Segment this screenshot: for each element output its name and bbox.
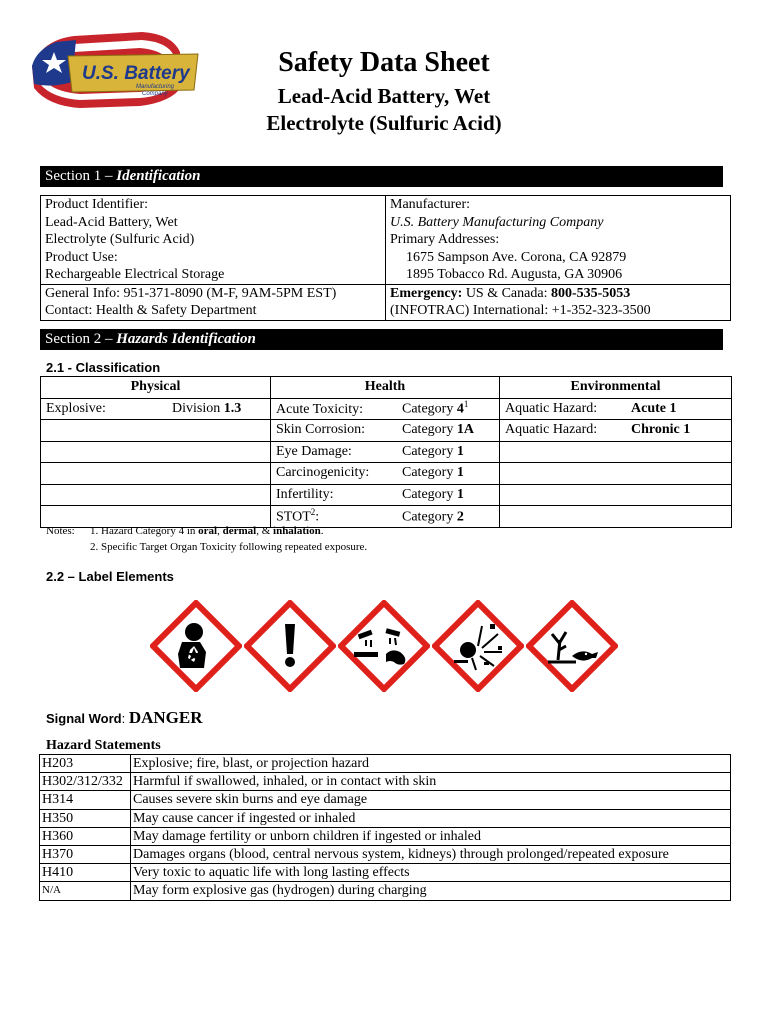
hazard-text: Damages organs (blood, central nervous system, kidneys) through prolonged/repeated exposure [131, 845, 731, 863]
health-row [271, 506, 500, 528]
health-value: 2 [456, 509, 464, 525]
table-row [40, 864, 731, 882]
international-number: (INFOTRAC) International: +1-352-323-3500 [390, 303, 651, 318]
logo-text: U.S. Battery [82, 63, 190, 84]
hazard-code: H302/312/332 [40, 773, 131, 791]
note-1-end: . [320, 525, 324, 537]
health-row [271, 420, 500, 442]
document-subtitle-1: Lead-Acid Battery, Wet [277, 84, 491, 108]
hazard-text: Explosive; fire, blast, or projection hazard [131, 755, 731, 773]
hazard-text: Harmful if swallowed, inhaled, or in contact with skin [131, 773, 731, 791]
physical-row [41, 463, 271, 485]
product-name-line-2: Electrolyte (Sulfuric Acid) [45, 232, 195, 247]
note-1-sep: , [217, 525, 223, 537]
environmental-row [500, 420, 732, 442]
health-pre: Category [402, 422, 457, 438]
hazard-code: N/A [40, 882, 131, 900]
general-info: General Info: 951-371-8090 (M-F, 9AM-5PM EST) [45, 285, 337, 301]
hazard-text: Causes severe skin burns and eye damage [131, 791, 731, 809]
emergency-label: Emergency: [390, 285, 463, 301]
hazard-statements-table [39, 754, 731, 901]
health-hazard-icon [150, 600, 242, 692]
hazard-text: May damage fertility or unborn children if ingested or inhaled [131, 827, 731, 845]
physical-row [41, 398, 271, 420]
env-value: Chronic 1 [631, 422, 691, 438]
manufacturer-label: Manufacturer: [390, 197, 471, 212]
environmental-row [500, 463, 732, 485]
product-use-label: Product Use: [45, 249, 118, 265]
general-info-cell [41, 284, 386, 320]
health-label: Infertility: [276, 486, 334, 502]
health-header: Health [271, 377, 500, 399]
health-label: STOT [276, 509, 311, 525]
contact-info: Contact: Health & Safety Department [45, 303, 257, 318]
stot-sup: 2 [310, 506, 316, 517]
hazard-code: H370 [40, 845, 131, 863]
signal-word-label: Signal Word [46, 711, 122, 726]
logo-subtext-1: Manufacturing [136, 84, 175, 90]
physical-header: Physical [41, 377, 271, 399]
hazard-text: Very toxic to aquatic life with long lasting effects [131, 864, 731, 882]
hazard-code: H410 [40, 864, 131, 882]
classification-table [40, 376, 732, 528]
emergency-region: US & Canada: [462, 285, 551, 301]
environmental-header: Environmental [500, 377, 732, 399]
hazard-code: H314 [40, 791, 131, 809]
classification-heading: 2.1 - Classification [46, 360, 161, 375]
product-identifier-label: Product Identifier: [45, 197, 149, 212]
health-pre: Category [402, 402, 457, 418]
table-row [40, 827, 731, 845]
emergency-number[interactable]: 800-535-5053 [550, 285, 631, 301]
product-use: Rechargeable Electrical Storage [45, 267, 225, 282]
identification-table [40, 195, 731, 321]
health-pre: Category [402, 443, 457, 459]
health-label: Eye Damage: [276, 443, 352, 459]
note-1-inhalation: inhalation [273, 525, 321, 537]
product-name-line-1: Lead-Acid Battery, Wet [45, 214, 178, 230]
signal-word: DANGER [128, 708, 203, 727]
addresses-label: Primary Addresses: [390, 232, 500, 247]
document-title: Safety Data Sheet [278, 47, 490, 78]
notes-label: Notes: [46, 525, 75, 537]
signal-word-colon: : [121, 711, 129, 726]
health-row [271, 463, 500, 485]
physical-row [41, 420, 271, 442]
exclamation-icon [244, 600, 336, 692]
physical-value: 1.3 [223, 400, 242, 416]
manufacturer-name: U.S. Battery Manufacturing Company [390, 214, 604, 230]
emergency-cell [386, 284, 731, 320]
health-value: 1 [456, 465, 464, 481]
health-pre: Category [402, 509, 457, 525]
health-value: 1 [456, 486, 464, 502]
hazard-code: H360 [40, 827, 131, 845]
note-1-sep: , & [256, 525, 274, 537]
explosive-icon [432, 600, 524, 692]
document-subtitle-2: Electrolyte (Sulfuric Acid) [266, 111, 502, 135]
health-row [271, 398, 500, 420]
section-2-prefix: Section 2 – [45, 331, 117, 347]
health-pre: Category [402, 465, 457, 481]
physical-row [41, 484, 271, 506]
table-row [40, 845, 731, 863]
section-1-bar [40, 166, 723, 187]
physical-row [41, 441, 271, 463]
health-row [271, 484, 500, 506]
environmental-row [500, 484, 732, 506]
manufacturer-cell [386, 196, 731, 285]
signal-word-row [46, 708, 203, 728]
environmental-row [500, 506, 732, 528]
health-value: 1 [456, 443, 464, 459]
section-2-title: Hazards Identification [116, 331, 256, 347]
table-row [40, 755, 731, 773]
health-value: 4 [456, 402, 464, 418]
physical-pre: Division [172, 400, 224, 416]
label-elements-heading: 2.2 – Label Elements [46, 569, 174, 584]
hazard-code: H203 [40, 755, 131, 773]
health-value: 1A [456, 422, 474, 438]
health-label: Carcinogenicity: [276, 465, 370, 481]
health-label: Acute Toxicity: [276, 402, 364, 418]
logo-subtext-2: Company [142, 91, 168, 97]
section-1-title: Identification [116, 168, 201, 184]
table-row [40, 791, 731, 809]
health-label: Skin Corrosion: [276, 422, 366, 438]
address-1: 1675 Sampson Ave. Corona, CA 92879 [406, 249, 627, 265]
env-value: Acute 1 [631, 400, 677, 416]
environmental-row [500, 441, 732, 463]
physical-row [41, 506, 271, 528]
environment-icon [526, 600, 618, 692]
health-row [271, 441, 500, 463]
health-pre: Category [402, 486, 457, 502]
hazard-text: May cause cancer if ingested or inhaled [131, 809, 731, 827]
note-1-pre: 1. Hazard Category 4 in [90, 525, 199, 537]
physical-label: Explosive: [46, 400, 106, 416]
product-cell [41, 196, 386, 285]
environmental-row [500, 398, 732, 420]
health-sup: 1 [463, 399, 469, 410]
address-2: 1895 Tobacco Rd. Augusta, GA 30906 [406, 267, 623, 282]
table-row [40, 809, 731, 827]
section-1-prefix: Section 1 – [45, 168, 117, 184]
note-1 [90, 525, 323, 537]
corrosion-icon [338, 600, 430, 692]
section-2-bar [40, 329, 723, 350]
hazard-code: H350 [40, 809, 131, 827]
note-2: 2. Specific Target Organ Toxicity following repeated exposure. [90, 541, 368, 553]
hazard-statements-heading: Hazard Statements [46, 738, 161, 753]
stot-colon: : [315, 509, 320, 525]
hazard-text: May form explosive gas (hydrogen) during charging [131, 882, 731, 900]
env-label: Aquatic Hazard: [505, 400, 598, 416]
table-row [40, 882, 731, 900]
note-1-oral: oral [198, 525, 218, 537]
env-label: Aquatic Hazard: [505, 422, 598, 438]
note-1-dermal: dermal [222, 525, 257, 537]
table-row [40, 773, 731, 791]
